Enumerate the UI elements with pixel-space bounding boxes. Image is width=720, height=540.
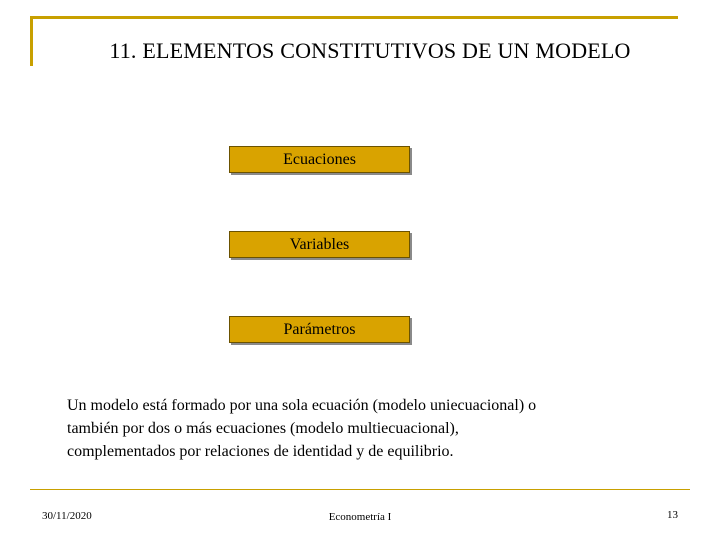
- footer-divider: [30, 489, 690, 490]
- slide-title: 11. ELEMENTOS CONSTITUTIVOS DE UN MODELO: [109, 38, 631, 63]
- body-paragraph: [67, 394, 677, 463]
- box-parametros: [229, 316, 410, 343]
- box-ecuaciones: [229, 146, 410, 173]
- body-line: Un modelo está formado por una sola ecuación (modelo uniecuacional) o: [67, 397, 537, 414]
- body-line: complementados por relaciones de identidad y de equilibrio.: [67, 443, 454, 460]
- body-line: también por dos o más ecuaciones (modelo multiecuacional),: [67, 420, 459, 437]
- footer-course: Econometría I: [328, 511, 392, 523]
- box-label: Ecuaciones: [283, 150, 356, 168]
- left-border-line: [30, 16, 33, 66]
- page-number: 13: [667, 509, 678, 521]
- box-label: Parámetros: [283, 320, 356, 338]
- footer-date: 30/11/2020: [42, 510, 92, 522]
- top-border-line: [30, 16, 678, 19]
- box-variables: [229, 231, 410, 258]
- box-label: Variables: [289, 235, 350, 253]
